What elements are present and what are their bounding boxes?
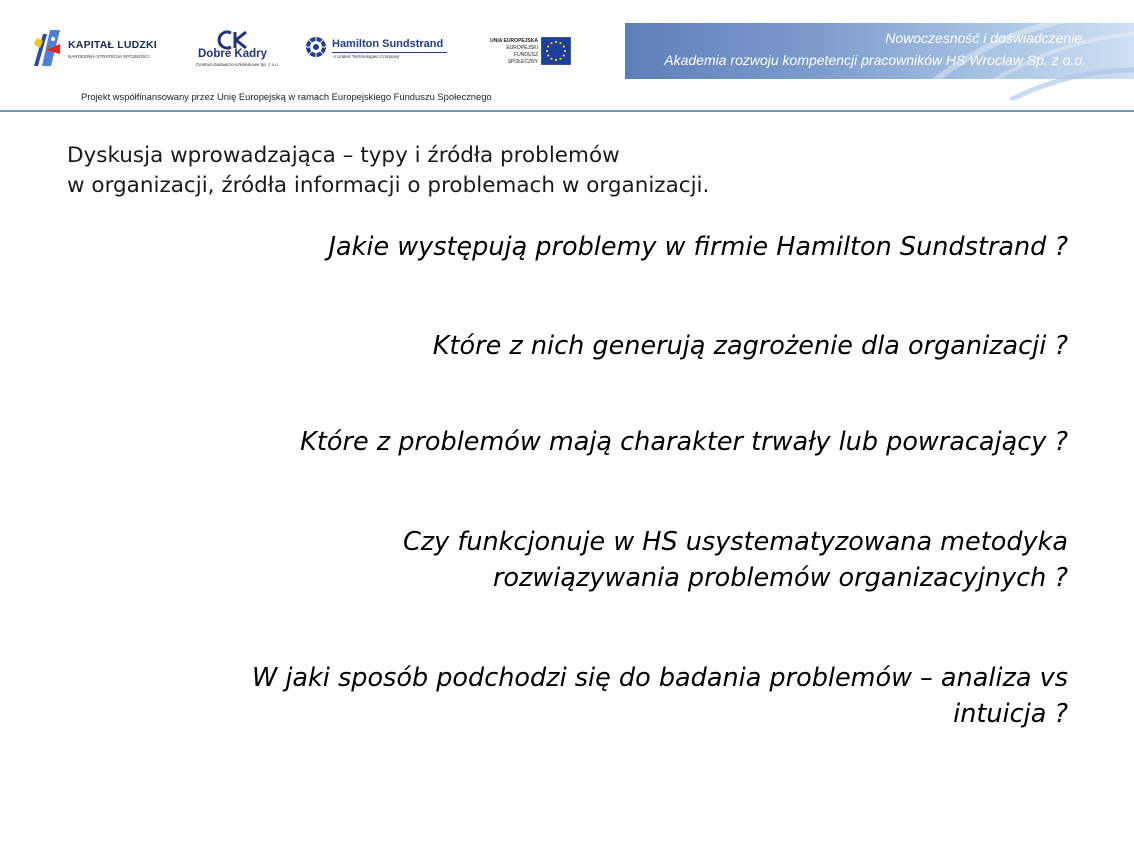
hamilton-sundstrand-logo — [305, 36, 455, 66]
question-1-line1: Jakie występują problemy w firmie Hamilton Sundstrand ? — [328, 232, 1068, 262]
intro-line1: Dyskusja wprowadzająca – typy i źródła problemów — [67, 143, 620, 168]
kapital-ludzki-name: KAPITAŁ LUDZKI — [68, 39, 157, 51]
dobre-kadry-mark-icon — [217, 30, 249, 50]
question-5 — [68, 660, 1068, 732]
question-2-line1: Które z nich generują zagrożenie dla organizacji ? — [432, 331, 1068, 361]
intro-line2: w organizacji, źródła informacji o problemach w organizacji. — [67, 173, 710, 198]
question-4-line2: rozwiązywania problemów organizacyjnych ? — [492, 563, 1068, 593]
eu-flag-icon — [541, 37, 571, 65]
unia-europejska-line1: UNIA EUROPEJSKA — [490, 38, 538, 44]
unia-europejska-text — [483, 38, 538, 66]
question-1 — [68, 229, 1068, 265]
unia-europejska-logo — [483, 35, 593, 69]
question-5-line1: W jaki sposób podchodzi się do badania problemów – analiza vs — [252, 663, 1068, 693]
intro-heading — [67, 141, 967, 201]
kapital-ludzki-emblem-icon — [34, 30, 60, 66]
question-2 — [68, 328, 1068, 364]
question-4 — [68, 524, 1068, 596]
question-4-line1: Czy funkcjonuje w HS usystematyzowana metodyka — [402, 527, 1068, 557]
question-3 — [68, 424, 1068, 460]
unia-europejska-line3: FUNDUSZ SPOŁECZNY — [507, 52, 538, 65]
slide-header — [0, 0, 1134, 112]
hamilton-sundstrand-emblem-icon — [305, 36, 327, 58]
cofinancing-note: Projekt współfinansowany przez Unię Europejską w ramach Europejskiego Funduszu Społecznego — [81, 91, 492, 102]
dobre-kadry-name: Dobre Kadry — [198, 48, 268, 60]
unia-europejska-line2: EUROPEJSKI — [506, 45, 538, 51]
hamilton-sundstrand-underline — [332, 52, 447, 53]
banner-line1: Nowoczesność i doświadczenie. — [885, 30, 1086, 46]
kapital-ludzki-subtitle: NARODOWA STRATEGIA SPÓJNOŚCI — [68, 54, 150, 59]
question-3-line1: Które z problemów mają charakter trwały lub powracający ? — [300, 427, 1068, 457]
banner-line2: Akademia rozwoju kompetencji pracowników HS Wrocław Sp. z o.o. — [664, 52, 1086, 68]
kapital-ludzki-logo — [34, 30, 169, 68]
header-divider — [0, 110, 1134, 112]
hamilton-sundstrand-name: Hamilton Sundstrand — [332, 38, 444, 50]
dobre-kadry-logo — [195, 30, 279, 70]
banner-swirl-decoration — [870, 0, 1134, 100]
dobre-kadry-subtitle: Centrum badawczo-szkoleniowe Sp. z o.o. — [196, 62, 279, 67]
hamilton-sundstrand-subtitle: A United Technologies Company — [333, 54, 400, 59]
question-5-line2: intuicja ? — [953, 699, 1068, 729]
